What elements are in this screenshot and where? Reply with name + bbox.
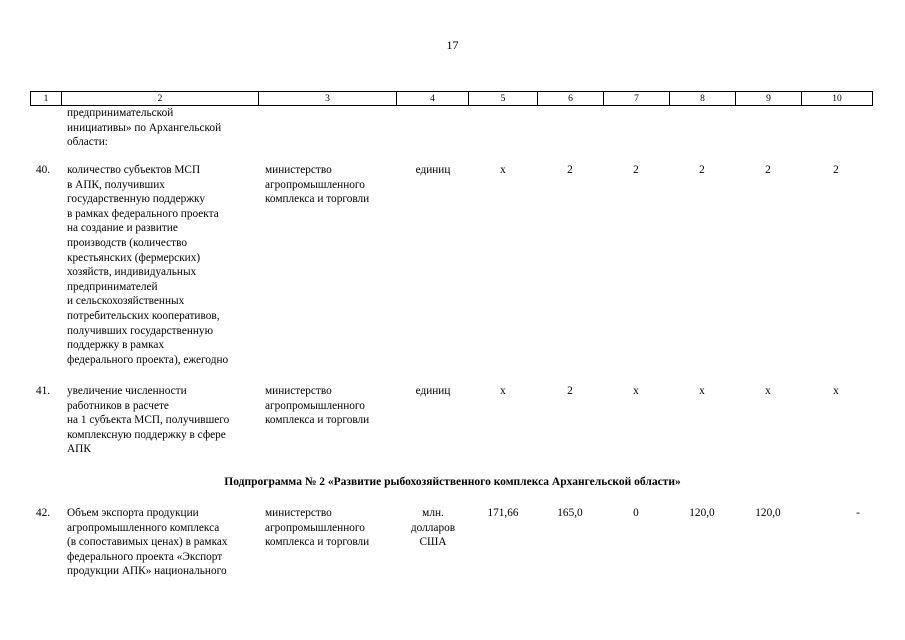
value-cell: x	[500, 164, 506, 176]
value-cell: x	[500, 385, 506, 397]
value-cell: 120,0	[689, 507, 715, 519]
column-header: 10	[802, 92, 873, 106]
value-cell: x	[633, 385, 639, 397]
column-header: 6	[538, 92, 604, 106]
subprogram-title: Подпрограмма № 2 «Развитие рыбохозяйственного комплекса Архангельской области»	[224, 476, 681, 488]
column-header: 8	[670, 92, 736, 106]
column-header: 7	[604, 92, 670, 106]
value-cell: 165,0	[557, 507, 583, 519]
column-header: 5	[469, 92, 538, 106]
column-header-row	[30, 91, 873, 106]
value-cell: x	[833, 385, 839, 397]
value-cell: 2	[567, 385, 573, 397]
value-cell: 0	[633, 507, 639, 519]
indicator-name: Объем экспорта продукции агропромышленного комплекса (в сопоставимых ценах) в рамках федерального проекта «Экспорт продукции АПК» национального	[67, 507, 228, 578]
value-cell: -	[856, 507, 860, 519]
executor: министерство агропромышленного комплекса и торговли	[265, 164, 370, 206]
indicator-name: предпринимательской инициативы» по Архангельской области:	[67, 107, 222, 149]
value-cell: 120,0	[755, 507, 781, 519]
indicator-name: увеличение численности работников в расчете на 1 субъекта МСП, получившего комплексную поддержку в сфере АПК	[67, 385, 230, 456]
column-header: 9	[736, 92, 802, 106]
column-header: 3	[259, 92, 397, 106]
value-cell: 2	[567, 164, 573, 176]
value-cell: 171,66	[487, 507, 519, 519]
value-cell: x	[699, 385, 705, 397]
value-cell: 2	[699, 164, 705, 176]
column-header: 2	[62, 92, 259, 106]
unit: млн. долларов США	[410, 507, 456, 549]
unit: единиц	[415, 385, 451, 397]
executor: министерство агропромышленного комплекса и торговли	[265, 385, 370, 427]
value-cell: 2	[765, 164, 771, 176]
value-cell: x	[765, 385, 771, 397]
value-cell: 2	[633, 164, 639, 176]
indicator-name: количество субъектов МСП в АПК, получивших государственную поддержку в рамках федерального проекта на создание и развитие производств (количество крестьянских (фермерских) хозяйств, индивидуальных предпринимателей и сельскохозяйственных потребительских кооперативов, получивших государственную поддержку в рамках федерального проекта), ежегодно	[67, 164, 229, 366]
page-number: 17	[446, 38, 459, 52]
unit: единиц	[415, 164, 451, 176]
executor: министерство агропромышленного комплекса и торговли	[265, 507, 370, 549]
row-number: 42.	[36, 507, 51, 519]
column-header: 1	[31, 92, 62, 106]
row-number: 40.	[36, 164, 51, 176]
column-header: 4	[397, 92, 469, 106]
value-cell: 2	[833, 164, 839, 176]
row-number: 41.	[36, 385, 51, 397]
